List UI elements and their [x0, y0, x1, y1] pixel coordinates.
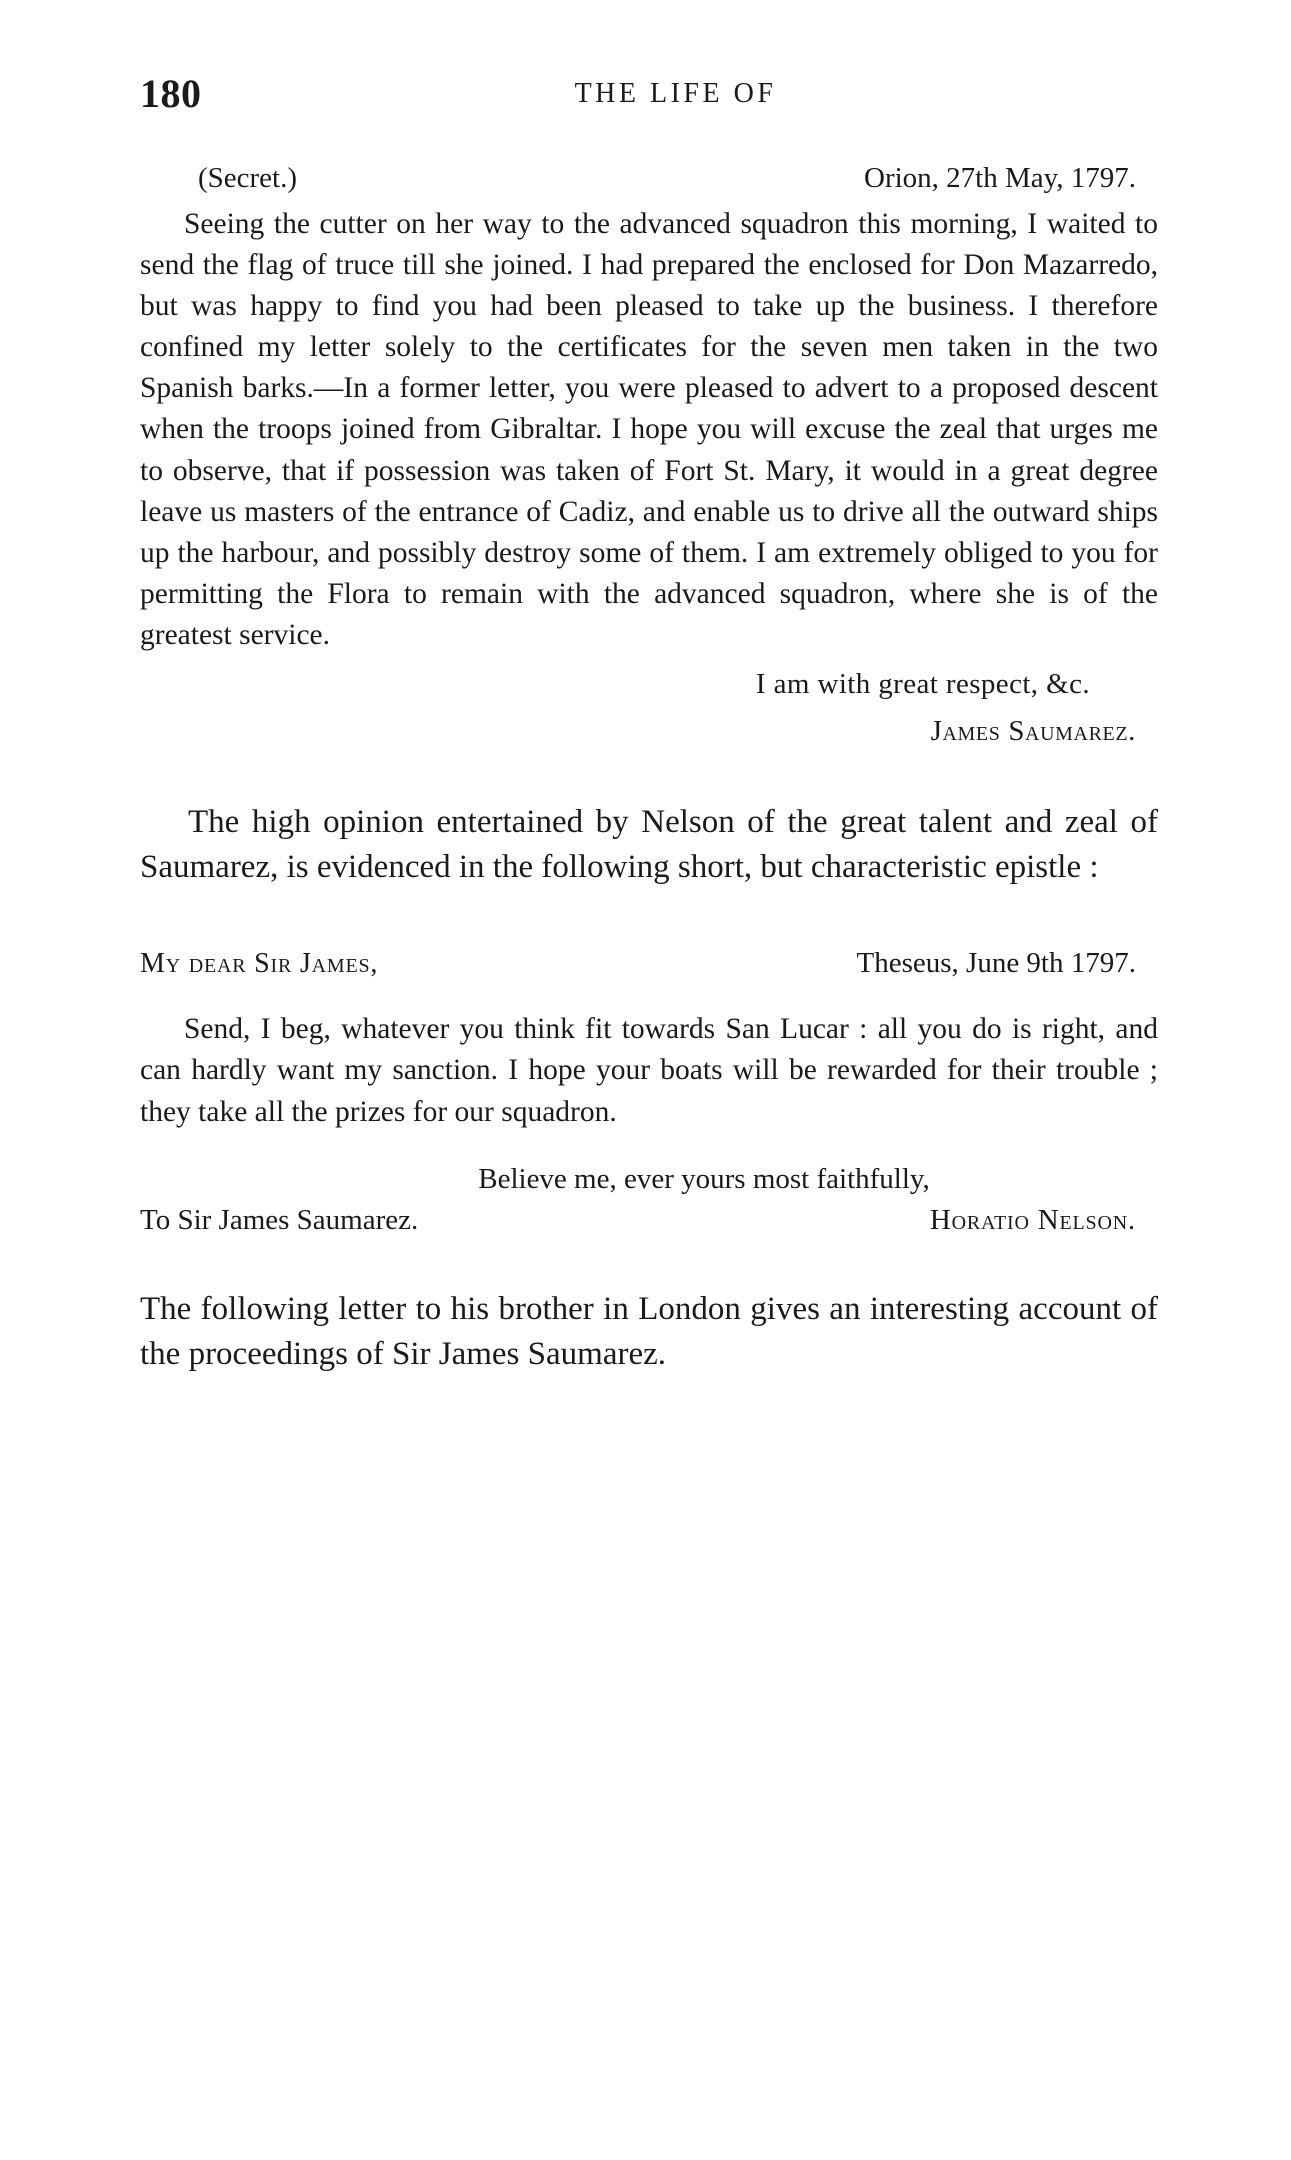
letter-one-dateline: Orion, 27th May, 1797. — [864, 162, 1136, 194]
letter-one-paragraph: Seeing the cutter on her way to the advanced squadron this morning, I waited to send the flag of truce till she joined. I had prepared the enclosed for Don Mazarredo, but was happy to find you had been pleased to take up the business. I therefore confined my letter solely to the certificates for the seven men taken in the two Spanish barks.—In a former letter, you were pleased to advert to a proposed descent when the troops joined from Gibraltar. I hope you will excuse the zeal that urges me to observe, that if possession was taken of Fort St. Mary, it would in a great degree leave us masters of the entrance of Cadiz, and enable us to drive all the outward ships up the harbour, and possibly destroy some of them. I am extremely obliged to you for permitting the Flora to remain with the advanced squadron, where she is of the greatest service. — [140, 207, 1158, 652]
narrative-paragraph-one — [140, 800, 1158, 890]
running-head — [140, 71, 1151, 124]
secret-label: (Secret.) — [198, 162, 298, 194]
letter-two-header — [140, 947, 1158, 980]
letter-two-closing: Believe me, ever yours most faithfully, — [478, 1162, 930, 1195]
letter-one-body — [140, 204, 1158, 657]
letter-one-signature: James Saumarez. — [930, 715, 1136, 748]
letter-two-addressee: To Sir James Saumarez. — [140, 1203, 419, 1236]
narrative-two-text: The following letter to his brother in London gives an interesting account of the proceedings of Sir James Saumarez. — [140, 1290, 1158, 1372]
letter-two-paragraph: Send, I beg, whatever you think fit towards San Lucar : all you do is right, and can hardly want my sanction. I hope your boats will be rewarded for their trouble ; they take all the prizes for our squadron. — [140, 1013, 1158, 1128]
letter-two-body — [140, 1009, 1158, 1133]
letter-two-signature: Horatio Nelson. — [929, 1203, 1136, 1236]
letter-two-footer — [140, 1204, 1158, 1237]
letter-one-closing: I am with great respect, &c. — [755, 668, 1090, 701]
narrative-one-text: The high opinion entertained by Nelson of the great talent and zeal of Saumarez, is evidenced in the following short, but characteristic epistle : — [140, 804, 1158, 886]
narrative-paragraph-two — [140, 1287, 1158, 1377]
page-title: THE LIFE OF — [574, 78, 777, 109]
page-number: 180 — [140, 71, 202, 116]
letter-two-salutation: My dear Sir James, — [140, 947, 379, 979]
letter-two-dateline: Theseus, June 9th 1797. — [856, 946, 1136, 979]
page-content — [140, 160, 1158, 1410]
letter-one-header — [140, 160, 1158, 198]
